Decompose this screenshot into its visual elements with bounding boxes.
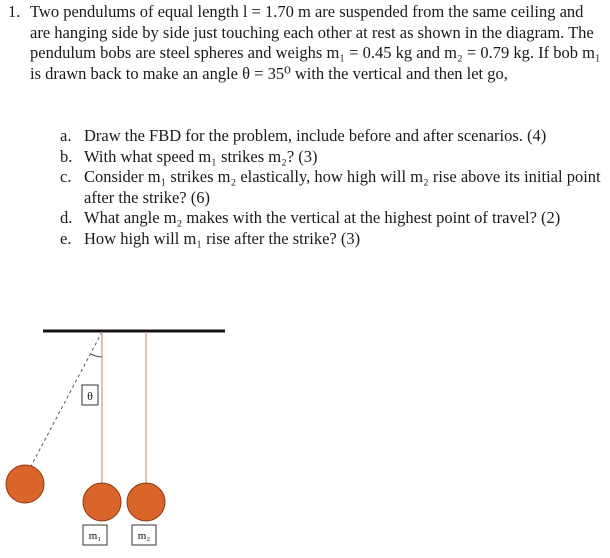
part-text: What angle m₂ makes with the vertical at the highest point of travel? (2)	[84, 208, 561, 227]
bob-m1	[83, 483, 121, 521]
bob-m2	[127, 483, 165, 521]
part-c	[60, 167, 605, 208]
m2-label: m₂	[137, 530, 151, 542]
part-letter: d.	[60, 208, 73, 227]
part-a	[60, 126, 605, 147]
part-text: Consider m₁ strikes m₂ elastically, how high will m₂ rise above its initial point after the strike? (6)	[84, 167, 601, 207]
part-text: With what speed m₁ strikes m₂? (3)	[84, 146, 318, 166]
part-letter: a.	[60, 126, 72, 145]
problem-statement	[8, 2, 604, 84]
part-b	[60, 147, 605, 168]
part-e	[60, 229, 605, 250]
part-text: How high will m₁ rise after the strike? (3)	[84, 228, 361, 248]
question-parts	[60, 126, 605, 249]
pendulum-diagram	[0, 320, 240, 558]
part-d	[60, 208, 605, 229]
part-letter: e.	[60, 228, 72, 248]
part-letter: b.	[60, 146, 73, 166]
theta-label: θ	[87, 389, 93, 403]
part-letter: c.	[60, 167, 72, 186]
part-text: Draw the FBD for the problem, include before and after scenarios. (4)	[84, 126, 547, 145]
problem-text: Two pendulums of equal length l = 1.70 m are suspended from the same ceiling and are hanging side by side just touching each other at rest as shown in the diagram. The pendulum bobs are steel spheres and weighs m₁ = 0.45 kg and m₂ = 0.79 kg. If bob m₁ is drawn back to make an angle θ = 35⁰ with the vertical and then let go,	[30, 2, 601, 83]
bob-m1-displaced	[6, 465, 44, 503]
m1-label: m₁	[88, 530, 102, 542]
problem-number: 1.	[8, 2, 21, 21]
theta-arc	[91, 354, 102, 357]
